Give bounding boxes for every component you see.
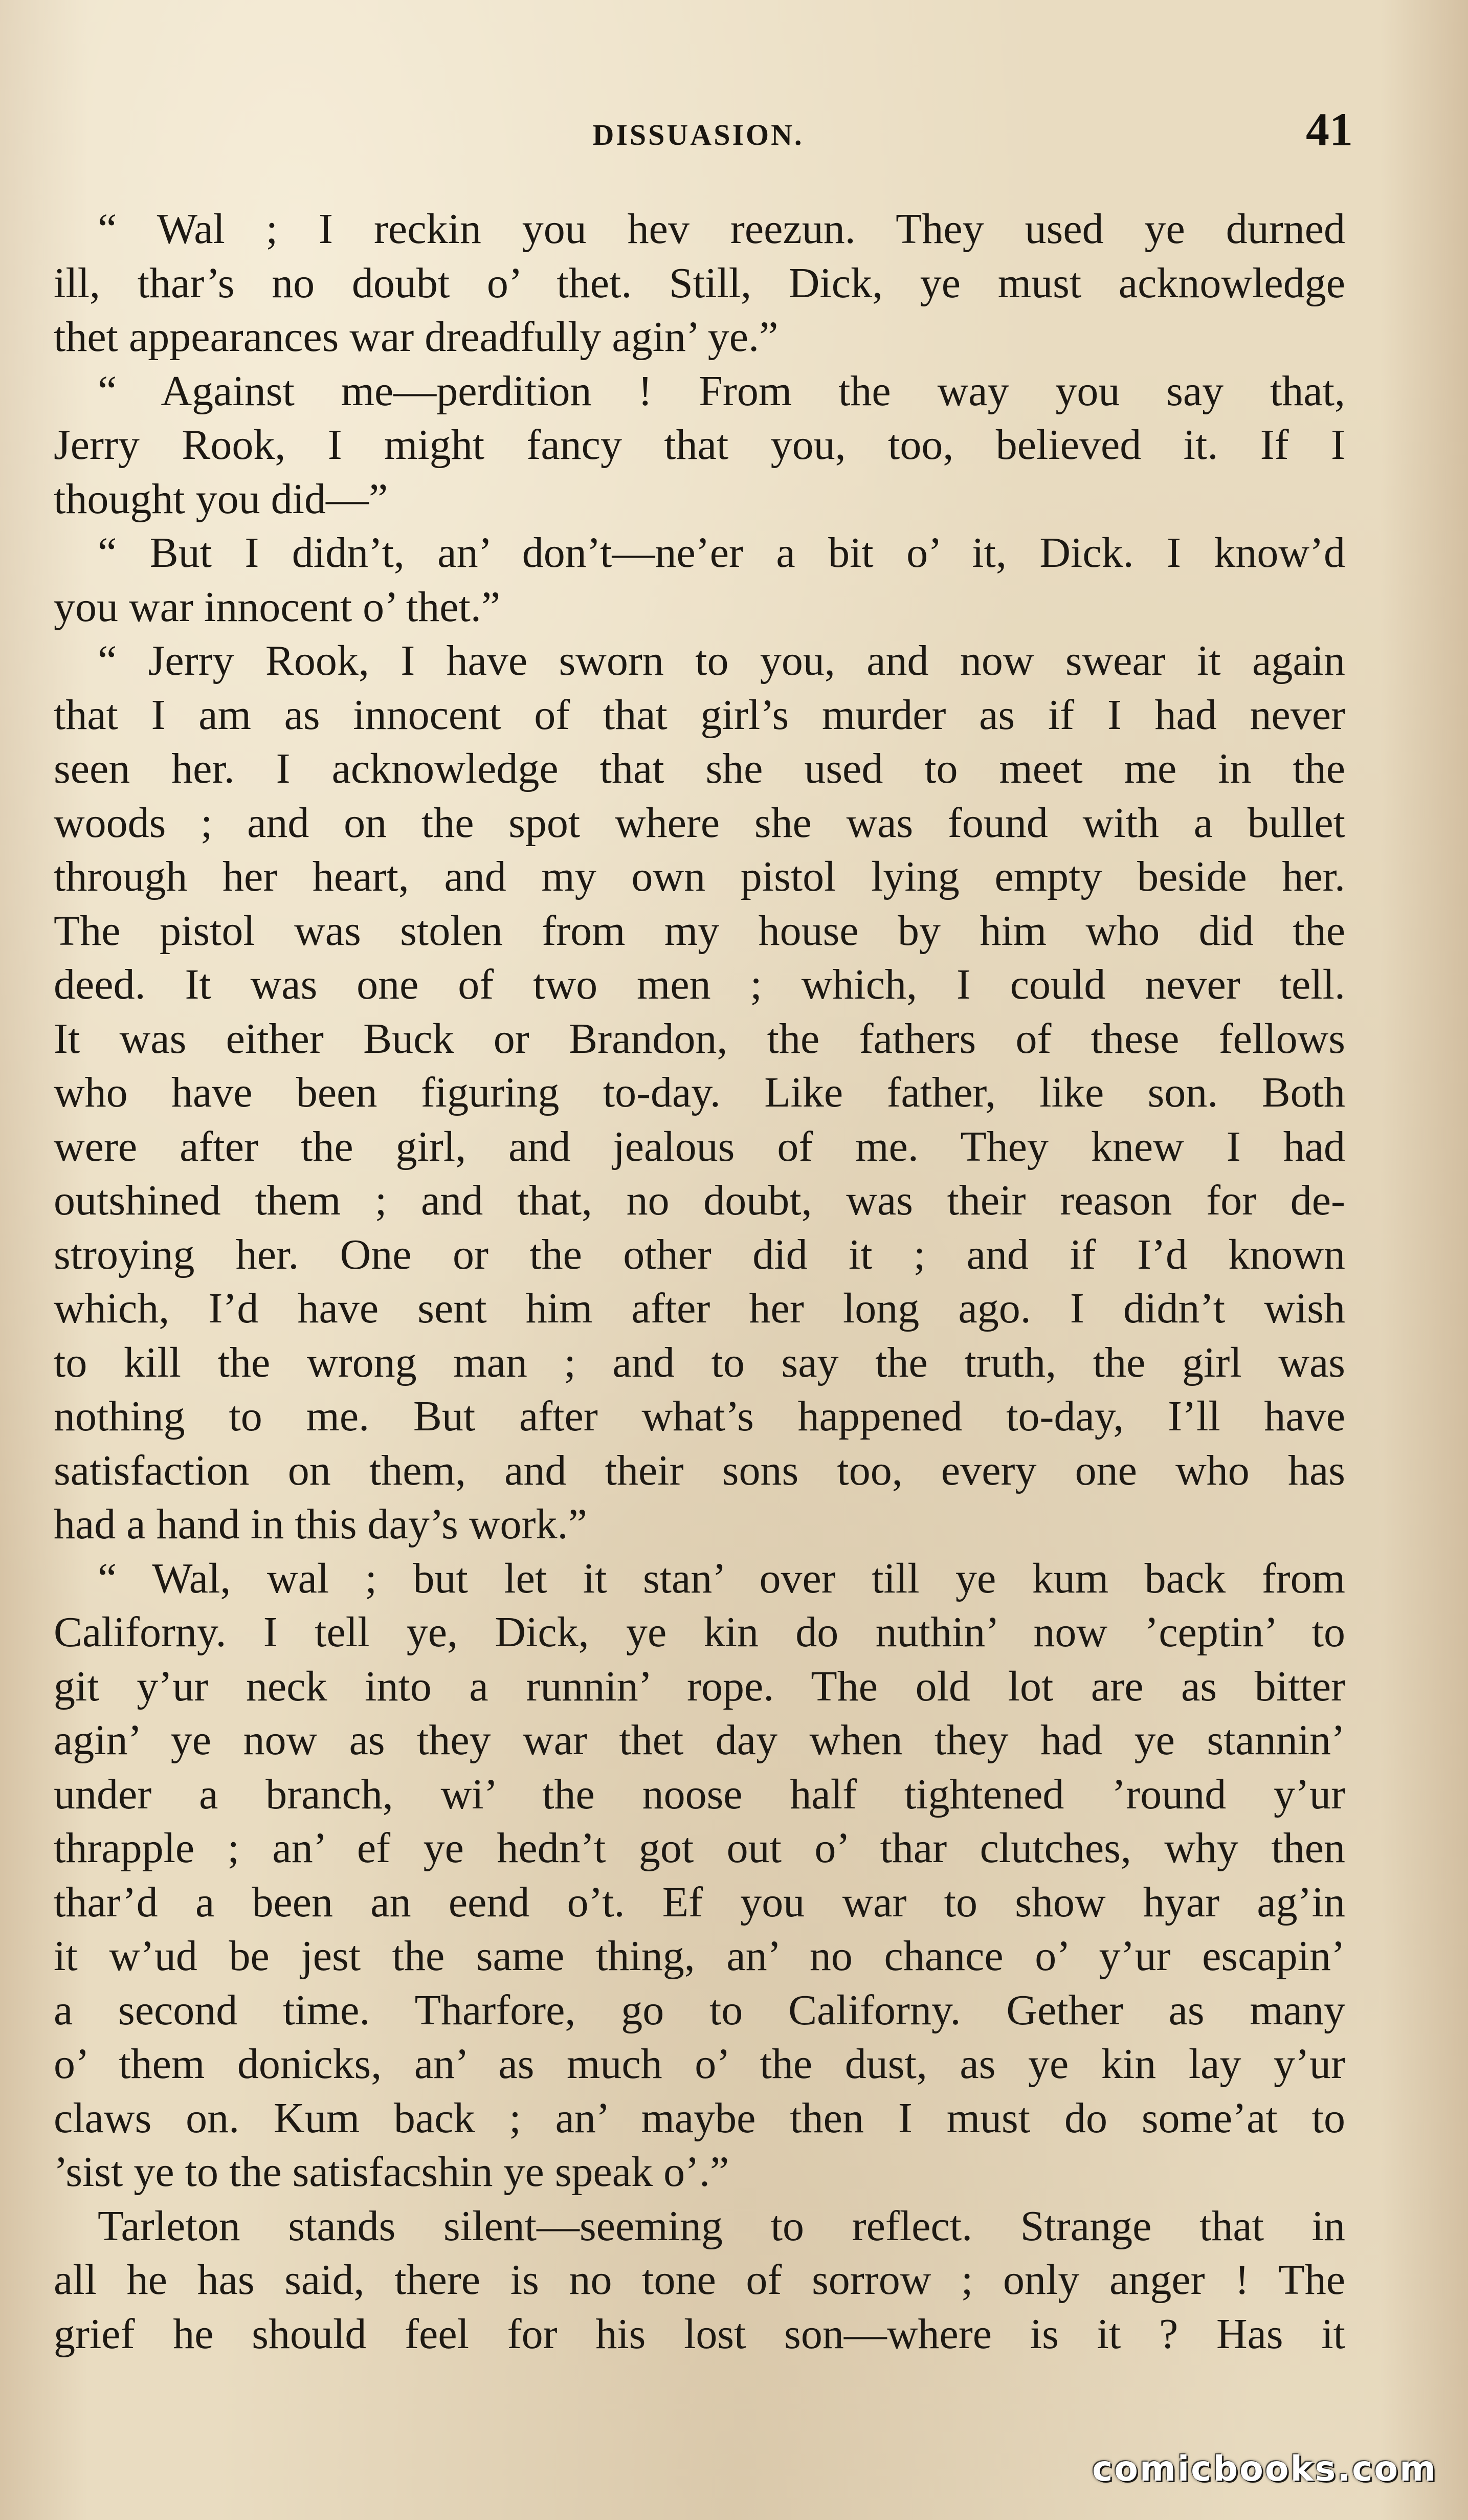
text-line: that I am as innocent of that girl’s murder as if I had never [54,691,1345,739]
text-line: Californy. I tell ye, Dick, ye kin do nuthin’ now ’ceptin’ to [54,1608,1345,1656]
text-line: nothing to me. But after what’s happened to-day, I’ll have [54,1392,1345,1440]
text-line: thar’d a been an eend o’t. Ef you war to show hyar ag’in [54,1878,1345,1926]
text-line: had a hand in this day’s work.” [54,1500,587,1548]
text-line: git y’ur neck into a runnin’ rope. The old lot are as bitter [54,1662,1345,1710]
text-line: o’ them donicks, an’ as much o’ the dust, as ye kin lay y’ur [54,2040,1345,2088]
text-line: ’sist ye to the satisfacshin ye speak o’.” [54,2148,729,2196]
text-line: “ But I didn’t, an’ don’t—ne’er a bit o’ it, Dick. I know’d [98,529,1345,577]
text-line: thet appearances war dreadfully agin’ ye.” [54,313,779,361]
text-line: to kill the wrong man ; and to say the truth, the girl was [54,1338,1345,1386]
text-line: who have been figuring to-day. Like father, like son. Both [54,1069,1345,1116]
text-line: “ Against me—perdition ! From the way you say that, [98,367,1345,415]
text-line: through her heart, and my own pistol lying empty beside her. [54,853,1345,900]
text-line: thought you did—” [54,475,388,523]
text-line: woods ; and on the spot where she was found with a bullet [54,799,1345,847]
text-line: satisfaction on them, and their sons too, every one who has [54,1446,1345,1494]
text-line: which, I’d have sent him after her long ago. I didn’t wish [54,1285,1345,1332]
body-text [54,202,1345,2361]
text-line: Jerry Rook, I might fancy that you, too, believed it. If I [54,421,1345,469]
text-line: The pistol was stolen from my house by him who did the [54,907,1345,955]
text-line: “ Wal, wal ; but let it stan’ over till ye kum back from [98,1554,1345,1602]
text-line: thrapple ; an’ ef ye hedn’t got out o’ thar clutches, why then [54,1824,1345,1872]
text-line: a second time. Tharfore, go to Californy. Gether as many [54,1986,1345,2034]
text-line: all he has said, there is no tone of sorrow ; only anger ! The [54,2256,1345,2304]
page-number: 41 [1306,103,1353,156]
text-line: it w’ud be jest the same thing, an’ no chance o’ y’ur escapin’ [54,1932,1345,1980]
text-line: agin’ ye now as they war thet day when they had ye stannin’ [54,1716,1345,1764]
chapter-title: DISSUASION. [592,118,804,151]
text-line: “ Wal ; I reckin you hev reezun. They used ye durned [98,205,1345,253]
watermark: comicbooks.com [1092,2449,1437,2489]
text-line: It was either Buck or Brandon, the fathers of these fellows [54,1014,1345,1063]
text-line: Tarleton stands silent—seeming to reflect. Strange that in [98,2202,1345,2250]
text-line: seen her. I acknowledge that she used to meet me in the [54,745,1345,792]
text-line: you war innocent o’ thet.” [54,583,501,631]
text-line: were after the girl, and jealous of me. They knew I had [54,1122,1345,1170]
text-line: “ Jerry Rook, I have sworn to you, and now swear it again [98,637,1345,684]
text-line: under a branch, wi’ the noose half tightened ’round y’ur [54,1770,1345,1818]
text-line: outshined them ; and that, no doubt, was their reason for de- [54,1177,1345,1224]
text-line: deed. It was one of two men ; which, I could never tell. [54,961,1345,1008]
text-line: grief he should feel for his lost son—where is it ? Has it [54,2310,1345,2358]
text-line: claws on. Kum back ; an’ maybe then I must do some’at to [54,2094,1345,2142]
text-line: ill, thar’s no doubt o’ thet. Still, Dick, ye must acknowledge [54,259,1345,307]
text-line: stroying her. One or the other did it ; and if I’d known [54,1230,1345,1278]
running-head [54,102,1353,159]
